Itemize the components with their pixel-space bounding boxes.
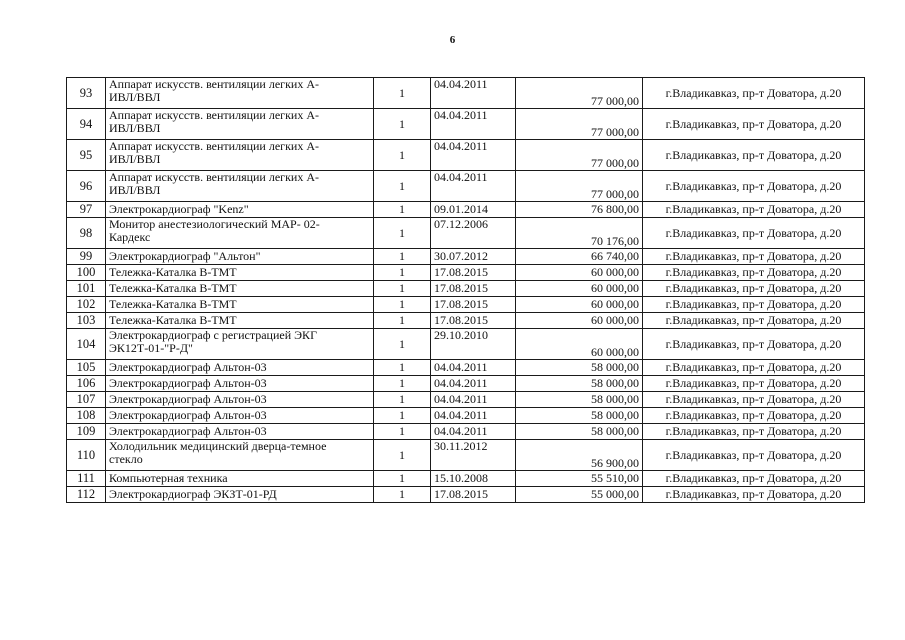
date-cell: 04.04.2011 [431,424,516,440]
address-cell: г.Владикавказ, пр-т Доватора, д.20 [643,408,865,424]
date-cell: 17.08.2015 [431,297,516,313]
date-cell: 04.04.2011 [431,408,516,424]
quantity-cell: 1 [374,109,431,140]
inventory-table [66,77,865,503]
row-number-cell: 103 [67,313,106,329]
date-cell: 04.04.2011 [431,109,516,140]
item-name-cell [106,440,374,471]
item-name-cell [106,265,374,281]
table-row [67,408,865,424]
row-number-cell: 95 [67,140,106,171]
quantity-cell: 1 [374,78,431,109]
row-number-cell: 105 [67,360,106,376]
item-name-line: Электрокардиограф "Альтон" [109,249,261,263]
item-name-line: Кардекс [109,230,151,244]
row-number-cell: 99 [67,249,106,265]
item-name-line: Электрокардиограф Альтон-03 [109,360,267,374]
price-cell: 55 000,00 [516,487,643,503]
item-name-line: Тележка-Каталка В-ТМТ [109,265,237,279]
item-name-line: ИВЛ/ВВЛ [109,152,161,166]
item-name-cell [106,249,374,265]
table-row [67,140,865,171]
address-cell: г.Владикавказ, пр-т Доватора, д.20 [643,297,865,313]
row-number-cell: 98 [67,218,106,249]
price-cell: 77 000,00 [516,171,643,202]
price-cell: 60 000,00 [516,265,643,281]
quantity-cell: 1 [374,297,431,313]
quantity-cell: 1 [374,202,431,218]
table-row [67,78,865,109]
address-cell: г.Владикавказ, пр-т Доватора, д.20 [643,329,865,360]
quantity-cell: 1 [374,376,431,392]
item-name-cell [106,329,374,360]
row-number-cell: 96 [67,171,106,202]
price-cell: 77 000,00 [516,140,643,171]
row-number-cell: 102 [67,297,106,313]
table-row [67,218,865,249]
quantity-cell: 1 [374,218,431,249]
quantity-cell: 1 [374,424,431,440]
price-cell: 76 800,00 [516,202,643,218]
item-name-line: Электрокардиограф Альтон-03 [109,408,267,422]
date-cell: 17.08.2015 [431,487,516,503]
row-number-cell: 111 [67,471,106,487]
table-row [67,281,865,297]
price-cell: 58 000,00 [516,392,643,408]
price-cell: 70 176,00 [516,218,643,249]
table-row [67,392,865,408]
row-number-cell: 104 [67,329,106,360]
address-cell: г.Владикавказ, пр-т Доватора, д.20 [643,202,865,218]
date-cell: 17.08.2015 [431,313,516,329]
table-row [67,329,865,360]
row-number-cell: 101 [67,281,106,297]
price-cell: 56 900,00 [516,440,643,471]
address-cell: г.Владикавказ, пр-т Доватора, д.20 [643,487,865,503]
quantity-cell: 1 [374,440,431,471]
quantity-cell: 1 [374,265,431,281]
quantity-cell: 1 [374,487,431,503]
date-cell: 30.07.2012 [431,249,516,265]
item-name-cell [106,487,374,503]
table-row [67,249,865,265]
item-name-line: Аппарат искусств. вентиляции легких А- [109,170,319,184]
table-row [67,487,865,503]
item-name-cell [106,218,374,249]
item-name-cell [106,202,374,218]
price-cell: 77 000,00 [516,78,643,109]
date-cell: 04.04.2011 [431,360,516,376]
date-cell: 15.10.2008 [431,471,516,487]
item-name-line: Электрокардиограф ЭКЗТ-01-РД [109,487,277,501]
item-name-cell [106,376,374,392]
row-number-cell: 112 [67,487,106,503]
row-number-cell: 107 [67,392,106,408]
item-name-line: ИВЛ/ВВЛ [109,121,161,135]
date-cell: 04.04.2011 [431,376,516,392]
table-row [67,440,865,471]
quantity-cell: 1 [374,471,431,487]
address-cell: г.Владикавказ, пр-т Доватора, д.20 [643,424,865,440]
address-cell: г.Владикавказ, пр-т Доватора, д.20 [643,218,865,249]
inventory-table-body [67,78,865,503]
price-cell: 77 000,00 [516,109,643,140]
item-name-line: Аппарат искусств. вентиляции легких А- [109,139,319,153]
item-name-line: Электрокардиограф "Kenz" [109,202,249,216]
quantity-cell: 1 [374,360,431,376]
table-row [67,171,865,202]
address-cell: г.Владикавказ, пр-т Доватора, д.20 [643,440,865,471]
table-row [67,202,865,218]
table-row [67,265,865,281]
address-cell: г.Владикавказ, пр-т Доватора, д.20 [643,281,865,297]
item-name-line: Электрокардиограф Альтон-03 [109,424,267,438]
quantity-cell: 1 [374,392,431,408]
item-name-line: Тележка-Каталка В-ТМТ [109,313,237,327]
item-name-line: Аппарат искусств. вентиляции легких А- [109,77,319,91]
date-cell: 29.10.2010 [431,329,516,360]
item-name-line: Компьютерная техника [109,471,228,485]
price-cell: 58 000,00 [516,408,643,424]
address-cell: г.Владикавказ, пр-т Доватора, д.20 [643,360,865,376]
quantity-cell: 1 [374,140,431,171]
table-row [67,360,865,376]
item-name-cell [106,109,374,140]
price-cell: 60 000,00 [516,329,643,360]
quantity-cell: 1 [374,249,431,265]
item-name-cell [106,78,374,109]
row-number-cell: 106 [67,376,106,392]
item-name-cell [106,171,374,202]
date-cell: 04.04.2011 [431,171,516,202]
item-name-line: ИВЛ/ВВЛ [109,90,161,104]
item-name-line: Электрокардиограф Альтон-03 [109,392,267,406]
item-name-cell [106,281,374,297]
address-cell: г.Владикавказ, пр-т Доватора, д.20 [643,376,865,392]
quantity-cell: 1 [374,313,431,329]
date-cell: 17.08.2015 [431,281,516,297]
table-row [67,424,865,440]
price-cell: 66 740,00 [516,249,643,265]
item-name-line: Электрокардиограф с регистрацией ЭКГ [109,328,318,342]
address-cell: г.Владикавказ, пр-т Доватора, д.20 [643,392,865,408]
address-cell: г.Владикавказ, пр-т Доватора, д.20 [643,78,865,109]
item-name-line: стекло [109,452,143,466]
quantity-cell: 1 [374,171,431,202]
table-row [67,297,865,313]
item-name-cell [106,360,374,376]
price-cell: 60 000,00 [516,313,643,329]
date-cell: 07.12.2006 [431,218,516,249]
table-row [67,313,865,329]
date-cell: 17.08.2015 [431,265,516,281]
table-row [67,109,865,140]
date-cell: 04.04.2011 [431,78,516,109]
item-name-cell [106,424,374,440]
price-cell: 58 000,00 [516,376,643,392]
row-number-cell: 93 [67,78,106,109]
item-name-line: Тележка-Каталка В-ТМТ [109,281,237,295]
row-number-cell: 110 [67,440,106,471]
address-cell: г.Владикавказ, пр-т Доватора, д.20 [643,171,865,202]
item-name-cell [106,140,374,171]
item-name-cell [106,313,374,329]
row-number-cell: 100 [67,265,106,281]
quantity-cell: 1 [374,408,431,424]
row-number-cell: 108 [67,408,106,424]
table-row [67,471,865,487]
item-name-cell [106,392,374,408]
date-cell: 04.04.2011 [431,392,516,408]
quantity-cell: 1 [374,281,431,297]
item-name-line: ЭК12Т-01-"Р-Д" [109,341,193,355]
price-cell: 58 000,00 [516,360,643,376]
item-name-line: Аппарат искусств. вентиляции легких А- [109,108,319,122]
item-name-line: Монитор анестезиологический МАР- 02- [109,217,320,231]
item-name-cell [106,297,374,313]
date-cell: 04.04.2011 [431,140,516,171]
page-number: 6 [449,34,456,46]
item-name-cell [106,408,374,424]
row-number-cell: 94 [67,109,106,140]
item-name-cell [106,471,374,487]
item-name-line: Холодильник медицинский дверца-темное [109,439,327,453]
row-number-cell: 109 [67,424,106,440]
row-number-cell: 97 [67,202,106,218]
address-cell: г.Владикавказ, пр-т Доватора, д.20 [643,109,865,140]
price-cell: 55 510,00 [516,471,643,487]
date-cell: 30.11.2012 [431,440,516,471]
price-cell: 58 000,00 [516,424,643,440]
item-name-line: ИВЛ/ВВЛ [109,183,161,197]
date-cell: 09.01.2014 [431,202,516,218]
address-cell: г.Владикавказ, пр-т Доватора, д.20 [643,265,865,281]
price-cell: 60 000,00 [516,281,643,297]
address-cell: г.Владикавказ, пр-т Доватора, д.20 [643,471,865,487]
table-row [67,376,865,392]
address-cell: г.Владикавказ, пр-т Доватора, д.20 [643,313,865,329]
address-cell: г.Владикавказ, пр-т Доватора, д.20 [643,249,865,265]
item-name-line: Тележка-Каталка В-ТМТ [109,297,237,311]
address-cell: г.Владикавказ, пр-т Доватора, д.20 [643,140,865,171]
quantity-cell: 1 [374,329,431,360]
price-cell: 60 000,00 [516,297,643,313]
item-name-line: Электрокардиограф Альтон-03 [109,376,267,390]
